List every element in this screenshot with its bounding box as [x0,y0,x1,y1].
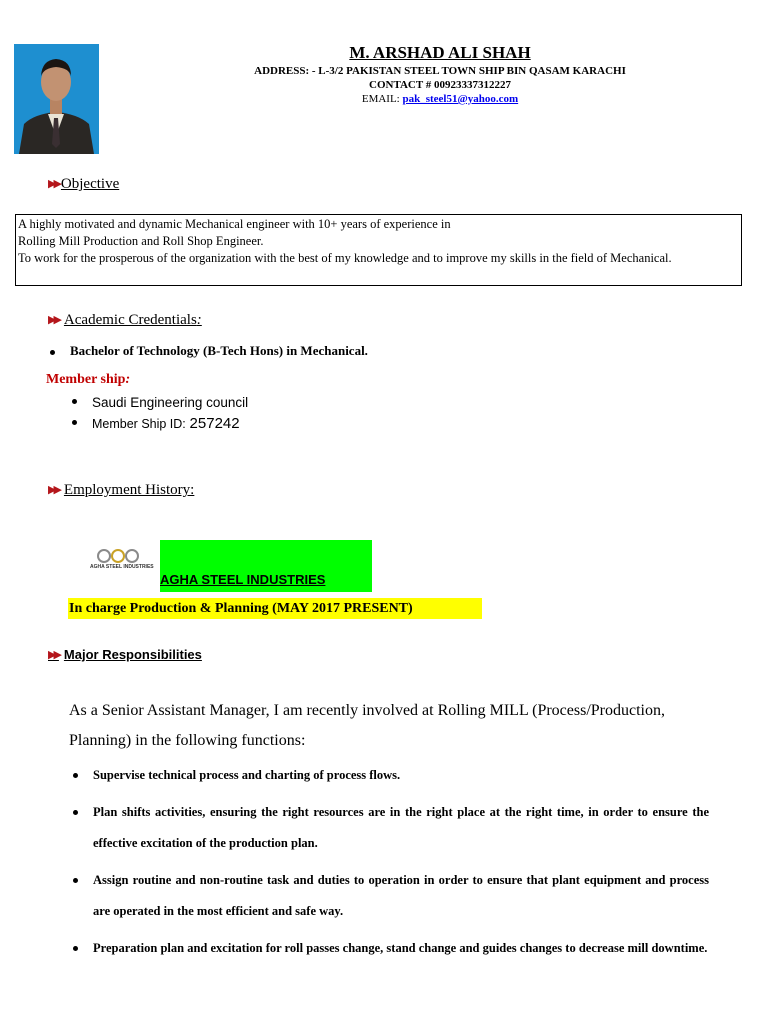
academic-heading [48,312,202,329]
list-item: Assign routine and non-routine task and duties to operation in order to ensure that plant equipment and process are operated in the most efficient and safe way. [69,865,709,927]
academic-title: Academic Credentials [63,312,197,328]
resume-header [150,42,730,106]
email-label: EMAIL: [361,93,400,105]
company-logo [90,548,154,574]
membership-title-colon: : [125,372,131,387]
objective-line: A highly motivated and dynamic Mechanical engineer with 10+ years of experience in [18,217,451,231]
profile-photo [14,44,99,154]
company-name: AGHA STEEL INDUSTRIES [160,572,326,587]
employment-title: Employment History: [63,482,195,498]
membership-heading [46,372,130,388]
job-role: In charge Production & Planning (MAY 2017 PRESENT) [68,598,482,619]
objective-heading [48,176,119,193]
responsibilities-heading [48,647,202,662]
double-arrow-icon: ▶▶ [48,649,59,661]
membership-list [68,392,468,435]
list-item: Supervise technical process and charting of process flows. [69,760,709,791]
contact-line: CONTACT # 00923337312227 [369,79,511,91]
objective-title: Objective [60,176,120,192]
membership-title: Member ship [46,372,126,387]
responsibilities-title: Major Responsibilities [63,647,202,662]
responsibilities-intro: As a Senior Assistant Manager, I am recently involved at Rolling MILL (Process/Production, Planning) in the following functions: [69,702,665,749]
candidate-name: M. ARSHAD ALI SHAH [349,43,531,62]
objective-box [15,214,742,286]
responsibilities-list [69,760,709,970]
objective-line: To work for the prosperous of the organization with the best of my knowledge and to improve my skills in the field of Mechanical. [18,251,672,265]
employment-heading [48,482,194,499]
objective-line: Rolling Mill Production and Roll Shop Engineer. [18,234,264,248]
list-item: Bachelor of Technology (B-Tech Hons) in Mechanical. [46,343,546,359]
member-id-label: Member Ship ID: [92,417,186,431]
double-arrow-icon: ▶▶ [48,314,59,326]
academic-title-colon: : [196,312,202,328]
logo-text: AGHA STEEL INDUSTRIES [90,564,154,570]
academic-list [46,343,546,359]
double-arrow-icon: ▶▶ [48,484,59,496]
member-id-value: 257242 [189,415,240,432]
list-item [68,413,468,435]
list-item: Saudi Engineering council [68,392,468,413]
double-arrow-icon: ▶▶ [48,178,59,190]
address-line: ADDRESS: - L-3/2 PAKISTAN STEEL TOWN SHIP BIN QASAM KARACHI [254,65,626,77]
email-link[interactable]: pak_steel51@yahoo.com [402,93,519,105]
list-item: Plan shifts activities, ensuring the right resources are in the right place at the right time, in order to ensure the effective excitation of the production plan. [69,797,709,859]
list-item: Preparation plan and excitation for roll passes change, stand change and guides changes to decrease mill downtime. [69,933,709,964]
email-line [150,92,730,106]
